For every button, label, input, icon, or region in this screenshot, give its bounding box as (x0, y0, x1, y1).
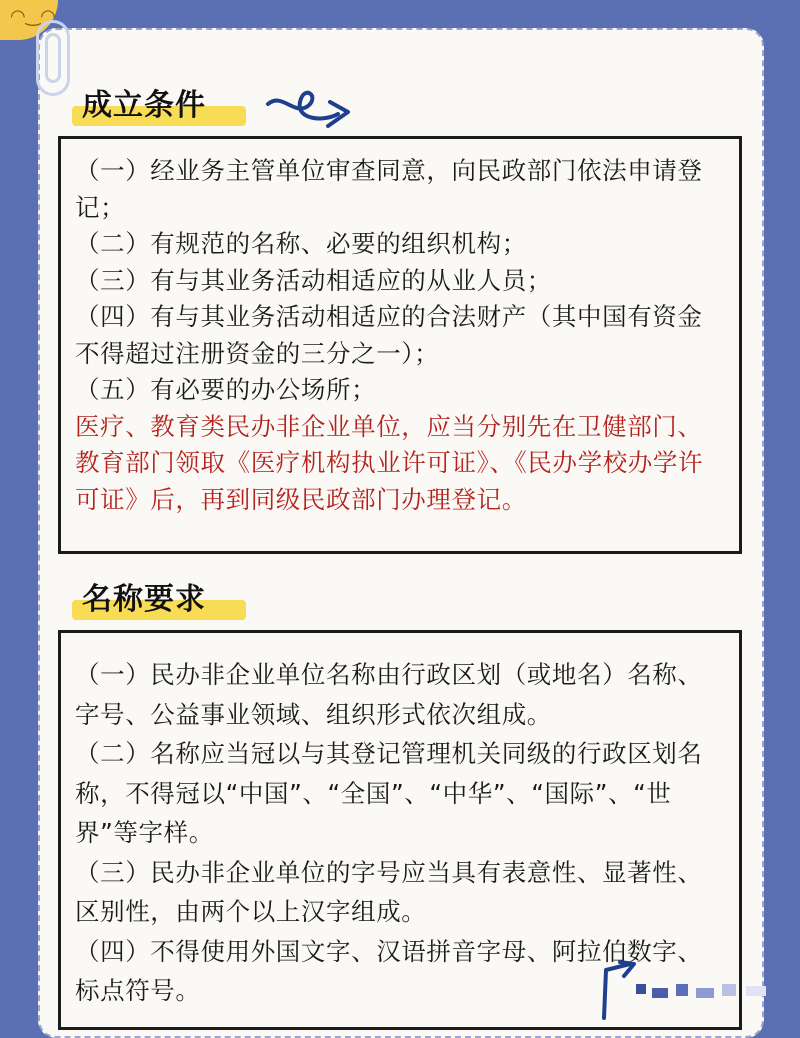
naming-item-1: （一）民办非企业单位名称由行政区划（或地名）名称、字号、公益事业领域、组织形式依次组成。 (75, 660, 703, 729)
swoosh-arrow-icon (264, 84, 364, 136)
condition-item-4: （四）有与其业务活动相适应的合法财产（其中国有资金不得超过注册资金的三分之一）； (75, 302, 703, 368)
corner-mark-icon (596, 958, 796, 1022)
condition-item-2: （二）有规范的名称、必要的组织机构； (75, 229, 527, 258)
naming-item-4: （四）不得使用外国文字、汉语拼音字母、阿拉伯数字、标点符号。 (75, 936, 703, 1005)
paperclip-icon (36, 20, 70, 96)
condition-item-5: （五）有必要的办公场所； (75, 375, 377, 404)
condition-item-1: （一）经业务主管单位审查同意，向民政部门依法申请登记； (75, 156, 703, 222)
establish-conditions-box (58, 136, 742, 554)
condition-item-3: （三）有与其业务活动相适应的从业人员； (75, 265, 552, 295)
medical-education-note: 医疗、教育类民办非企业单位，应当分别先在卫健部门、教育部门领取《医疗机构执业许可证》、《民办学校办学许可证》后，再到同级民政部门办理登记。 (75, 411, 704, 514)
naming-item-3: （三）民办非企业单位的字号应当具有表意性、显著性、区别性，由两个以上汉字组成。 (75, 857, 703, 926)
section-title-naming: 名称要求 (82, 578, 232, 622)
naming-item-2: （二）名称应当冠以与其登记管理机关同级的行政区划名称，不得冠以“中国”、“全国”、“中华”、“国际”、“世界”等字样。 (75, 739, 703, 847)
section-title-establish: 成立条件 (82, 84, 232, 128)
smiley-sun-icon: ◠‿◠ (0, 0, 58, 40)
